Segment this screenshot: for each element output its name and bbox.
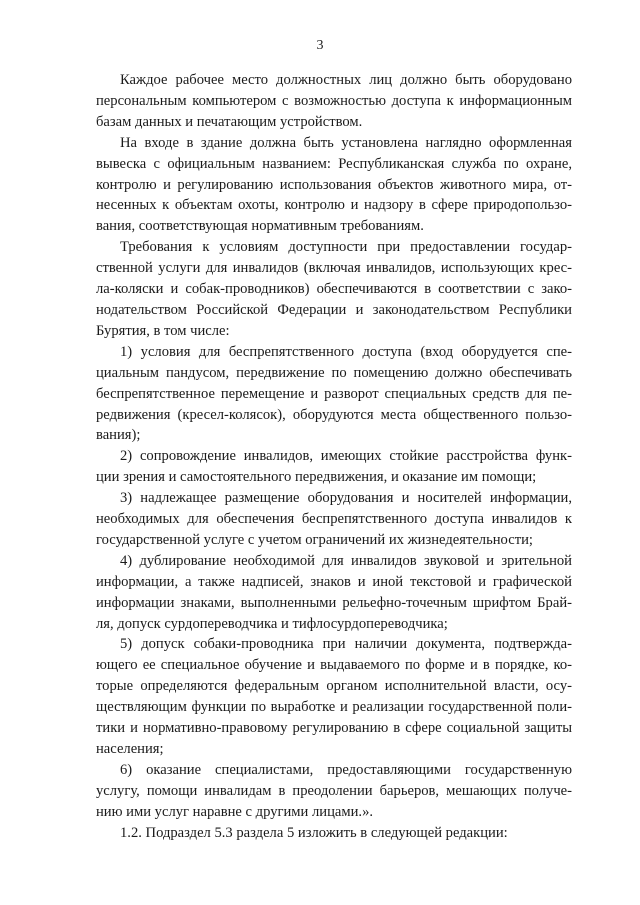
paragraph-line: персональным компьютером с возможностью доступа к информационным xyxy=(96,92,572,109)
paragraph-line: базам данных и печатающим устройством. xyxy=(96,113,363,130)
paragraph xyxy=(96,488,572,551)
paragraph-line: 6) оказание специалистами, предоставляющими государственную xyxy=(120,761,572,778)
paragraph-line: торые определяются федеральным органом исполнительной власти, осу- xyxy=(96,678,572,695)
paragraph xyxy=(96,342,572,447)
paragraph-line: Требования к условиям доступности при предоставлении государ- xyxy=(120,239,572,256)
paragraph xyxy=(96,760,572,823)
paragraph-line: 1.2. Подраздел 5.3 раздела 5 изложить в следующей редакции: xyxy=(120,824,508,841)
paragraph xyxy=(96,237,572,342)
paragraph-line: редвижения (кресел-колясок), оборудуются места общественного пользо- xyxy=(96,406,572,423)
paragraph-line: ственной услуги для инвалидов (включая инвалидов, использующих крес- xyxy=(96,260,572,277)
paragraph-line: нодательством Российской Федерации и законодательством Республики xyxy=(96,301,572,318)
paragraph-line: тики и нормативно-правовому регулированию в сфере социальной защиты xyxy=(96,720,572,737)
paragraph-line: 2) сопровождение инвалидов, имеющих стойкие расстройства функ- xyxy=(120,448,572,465)
document-body xyxy=(96,70,572,844)
paragraph-line: На входе в здание должна быть установлена наглядно оформленная xyxy=(120,134,572,151)
paragraph-line: несенных к объектам охоты, контролю и надзору в сфере природопользо- xyxy=(96,197,572,214)
paragraph-line: ществляющим функции по выработке и реализации государственной поли- xyxy=(96,699,572,716)
paragraph-line: вания); xyxy=(96,427,141,444)
paragraph-line: 3) надлежащее размещение оборудования и носителей информации, xyxy=(120,490,572,507)
paragraph-line: 1) условия для беспрепятственного доступа (вход оборудуется спе- xyxy=(120,343,572,360)
paragraph-line: вания, соответствующая нормативным требованиям. xyxy=(96,218,424,235)
paragraph-line: 4) дублирование необходимой для инвалидов звуковой и зрительной xyxy=(120,552,572,569)
paragraph xyxy=(96,446,572,488)
paragraph xyxy=(96,70,572,133)
paragraph xyxy=(96,634,572,759)
page-number: 3 xyxy=(316,38,324,53)
paragraph xyxy=(96,133,572,238)
paragraph xyxy=(96,823,572,844)
paragraph-line: информации знаками, выполненными рельефно-точечным шрифтом Брай- xyxy=(96,594,572,611)
paragraph-line: беспрепятственное перемещение и разворот специальных средств для пе- xyxy=(96,385,572,402)
paragraph-line: ции зрения и самостоятельного передвижения, и оказание им помощи; xyxy=(96,469,537,486)
paragraph-line: необходимых для обеспечения беспрепятственного доступа инвалидов к xyxy=(96,511,572,528)
paragraph xyxy=(96,551,572,635)
paragraph-line: услугу, помощи инвалидам в преодолении барьеров, мешающих получе- xyxy=(96,782,572,799)
paragraph-line: Каждое рабочее место должностных лиц должно быть оборудовано xyxy=(120,72,572,88)
paragraph-line: ла-коляски и собак-проводников) обеспечиваются в соответствии с зако- xyxy=(96,281,572,298)
paragraph-line: вывеска с официальным названием: Республиканская служба по охране, xyxy=(96,155,572,172)
paragraph-line: 5) допуск собаки-проводника при наличии документа, подтвержда- xyxy=(120,636,572,653)
paragraph-line: населения; xyxy=(96,741,164,757)
paragraph-line: Бурятия, в том числе: xyxy=(96,322,230,339)
paragraph-line: ющего ее специальное обучение и выдаваемого по форме и в порядке, ко- xyxy=(96,657,572,674)
paragraph-line: контролю и регулированию использования объектов животного мира, от- xyxy=(96,176,572,193)
paragraph-line: ля, допуск сурдопереводчика и тифлосурдопереводчика; xyxy=(96,615,448,632)
paragraph-line: циальным пандусом, передвижение по помещению должно обеспечивать xyxy=(96,364,572,381)
paragraph-line: нию ими услуг наравне с другими лицами.». xyxy=(96,803,374,820)
paragraph-line: государственной услуге с учетом ограничений их жизнедеятельности; xyxy=(96,531,533,548)
paragraph-line: информации, а также надписей, знаков и иной текстовой и графической xyxy=(96,573,572,590)
